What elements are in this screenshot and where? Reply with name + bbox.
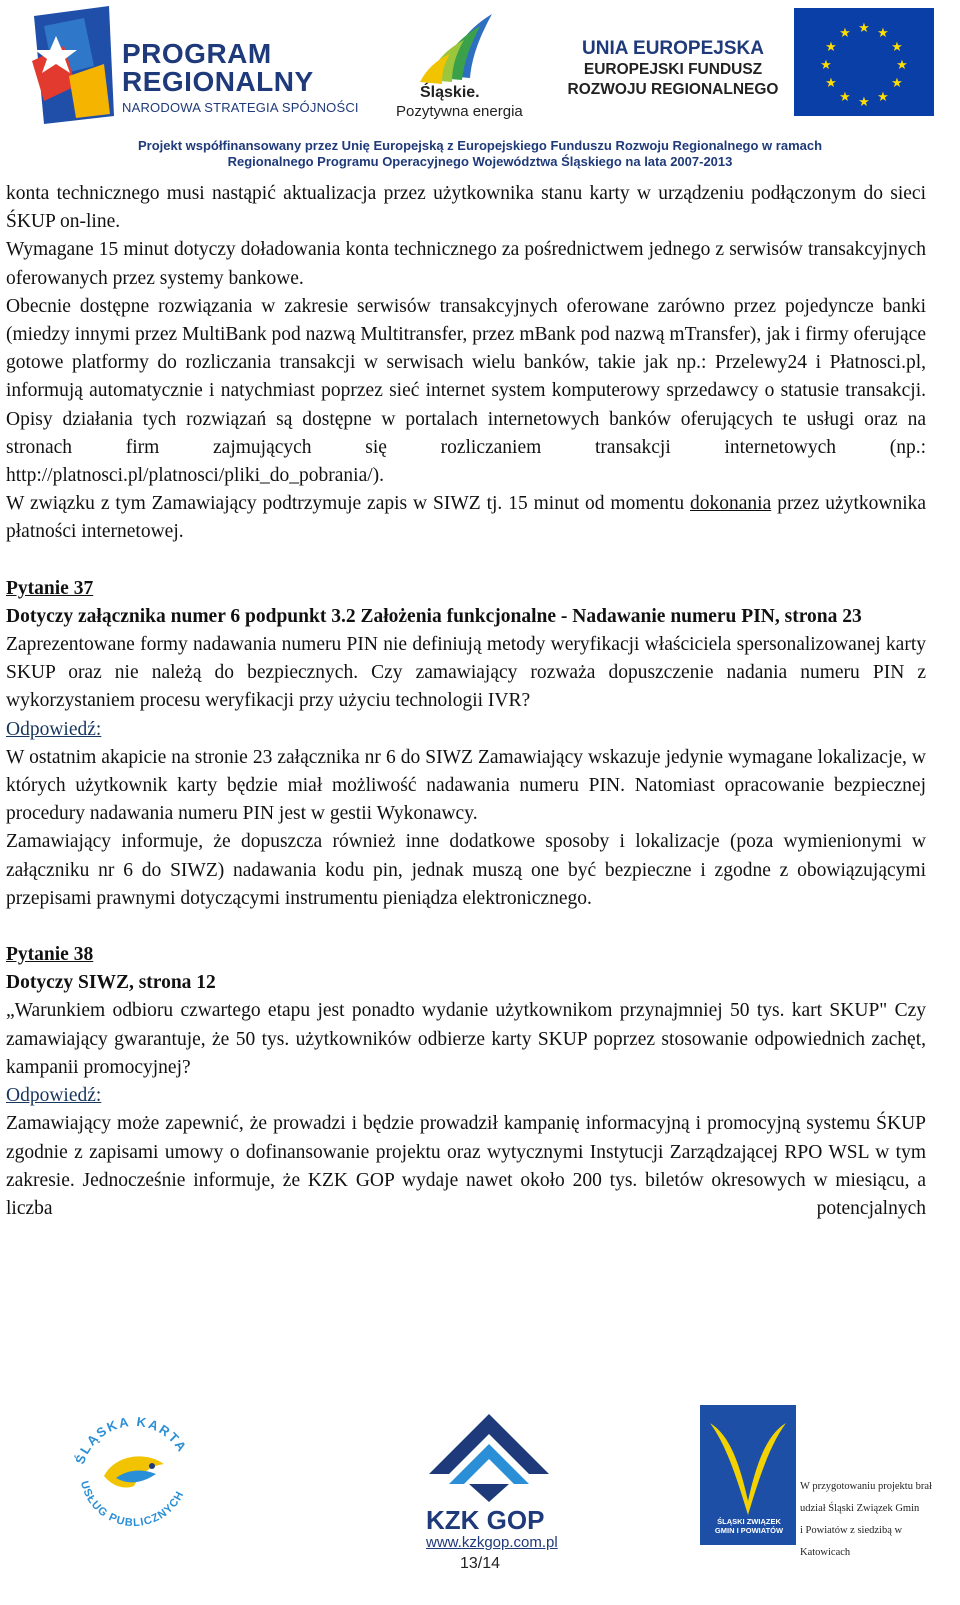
text-span: W związku z tym Zamawiający podtrzymuje zapis w SIWZ tj. 15 minut od momentu: [6, 493, 685, 515]
slaski-note: [800, 1476, 950, 1564]
text-span: przez użytkownika płatności internetowej.: [6, 493, 927, 543]
answer-37-label: Odpowiedź:: [6, 718, 102, 740]
eu-flag-icon: [794, 8, 934, 116]
svg-text:★: ★: [858, 21, 870, 36]
answer-37-paragraph: Zamawiający informuje, że dopuszcza również inne dodatkowe sposoby i lokalizacje (poza wymienionymi w załączniku nr 6 do SIWZ) nadawania kodu pin, jednak muszą one być bezpieczne i zgodne z obowiązującymi przepisami prawnymi dotyczącymi instrumentu pieniądza elektronicznego.: [6, 831, 926, 909]
paragraph: [6, 490, 926, 546]
paragraph: Obecnie dostępne rozwiązania w zakresie serwisów transakcyjnych oferowane zarówno przez pojedyncze banki (miedzy innymi przez MultiBank pod nazwą Multitransfer, przez mBank pod nazwą mTransfer), jak i firmy oferujące gotowe platformy do rozliczania transakcji w serwisach wielu banków, takie jak np.: Przelewy24 i Płatnosci.pl, informują automatycznie i natychmiast poprzez sieć internet system komputerowy sprzedawcy o statusie transakcji. Opisy działania tych rozwiązań są dostępne w portalach internetowych banków oferujących te usługi oraz na stronach firm zajmujących się rozliczaniem transakcji internetowych (np.:: [6, 295, 926, 458]
question-37-title: Pytanie 37: [6, 577, 94, 599]
cofinancing-note: [0, 138, 960, 170]
paragraph: konta technicznego musi nastąpić aktualizacja przez użytkownika stanu karty w urządzeniu podłączonym do sieci ŚKUP on-line.: [6, 183, 926, 233]
cofinancing-line2: Regionalnego Programu Operacyjnego Województwa Śląskiego na lata 2007-2013: [227, 154, 733, 169]
svg-text:★: ★: [891, 40, 903, 55]
svg-text:★: ★: [896, 58, 908, 73]
skup-arc-bottom-text: USŁUG PUBLICZNYCH: [77, 1479, 187, 1530]
svg-text:★: ★: [825, 76, 837, 91]
svg-text:★: ★: [820, 58, 832, 73]
svg-text:USŁUG PUBLICZNYCH: [78, 1480, 187, 1529]
cofinancing-line1: Projekt współfinansowany przez Unię Europejską z Europejskiego Funduszu Rozwoju Regionalnego w ramach: [137, 138, 823, 153]
paragraph: Wymagane 15 minut dotyczy doładowania konta technicznego za pośrednictwem jednego z serwisów transakcyjnych oferowanych przez systemy bankowe.: [6, 239, 926, 289]
svg-text:★: ★: [839, 90, 851, 105]
slaski-note-line1: W przygotowaniu projektu brał: [800, 1481, 932, 1492]
question-38-subject: Dotyczy SIWZ, strona 12: [6, 972, 216, 994]
slaski-note-line3: i Powiatów z siedzibą w Katowicach: [800, 1525, 903, 1558]
slaski-note-line2: udział Śląski Związek Gmin: [800, 1503, 920, 1514]
question-37-text: Zaprezentowane formy nadawania numeru PIN nie definiują metody weryfikacji właściciela spersonalizowanej karty SKUP oraz nie należą do bezpiecznych. Czy zamawiający rozważa dopuszczenie nadania numeru PIN z wykorzystaniem procesu weryfikacji przy użyciu technologii IVR?: [6, 634, 926, 712]
document-body: [6, 180, 926, 1223]
program-subtitle: NARODOWA STRATEGIA SPÓJNOŚCI: [122, 100, 359, 115]
slaski-caption-line1: ŚLĄSKI ZWIĄZEK: [717, 1517, 781, 1526]
answer-38-label: Odpowiedź:: [6, 1085, 102, 1107]
answer-38-paragraph: Zamawiający może zapewnić, że prowadzi i będzie prowadził kampanię informacyjną i promocyjną systemu ŚKUP zgodnie z zapisami umowy o dofinansowanie projektu oraz wytycznymi Instytucji Zarządzającej RPO WSL w tym zakresie. Jednocześnie informuje, że KZK GOP wydaje nawet około 200 tys. biletów okresowych w miesiącu, a liczba potencjalnych: [6, 1113, 926, 1219]
question-38-text: „Warunkiem odbioru czwartego etapu jest ponadto wydanie użytkownikom przynajmniej 50 tys. kart SKUP" Czy zamawiający gwarantuje, że 50 tys. użytkowników odbierze karty SKUP poprzez stosowanie odpowiednich zachęt, kampanii promocyjnej?: [6, 1000, 926, 1078]
eu-fund-label-2: ROZWOJU REGIONALNEGO: [567, 81, 779, 98]
eu-fund-label-1: EUROPEJSKI FUNDUSZ: [583, 61, 763, 78]
svg-text:★: ★: [877, 26, 889, 41]
slaski-caption: [703, 1517, 795, 1535]
question-38-title: Pytanie 38: [6, 944, 94, 966]
program-title-line2: REGIONALNY: [122, 66, 314, 97]
svg-text:★: ★: [825, 40, 837, 55]
slaskie-name: Śląskie.: [420, 84, 480, 101]
page-number: 13/14: [459, 1555, 501, 1572]
svg-text:★: ★: [877, 90, 889, 105]
eu-union-label: UNIA EUROPEJSKA: [582, 38, 764, 59]
skup-arc-top-text: ŚLĄSKA KARTA: [72, 1413, 191, 1467]
slaski-caption-line2: GMIN I POWIATÓW: [714, 1526, 784, 1535]
url-line: http://platnosci.pl/platnosci/pliki_do_pobrania/).: [6, 465, 385, 487]
slaskie-tagline: Pozytywna energia: [396, 103, 523, 120]
svg-text:★: ★: [839, 26, 851, 41]
eu-text-block: [560, 38, 786, 100]
answer-37-paragraph: W ostatnim akapicie na stronie 23 załącznika nr 6 do SIWZ Zamawiający wskazuje jedynie wymagane lokalizacje, w których użytkownik karty będzie miał możliwość nadawania numeru PIN. Natomiast opracowanie bezpiecznej procedury nadawania numeru PIN jest w gestii Wykonawcy.: [6, 746, 926, 825]
program-title: [122, 40, 314, 96]
svg-text:★: ★: [891, 76, 903, 91]
program-title-line1: PROGRAM: [122, 38, 272, 69]
svg-text:★: ★: [858, 95, 870, 110]
kzk-gop-url[interactable]: www.kzkgop.com.pl: [426, 1534, 558, 1551]
underlined-word: dokonania: [690, 493, 772, 515]
skup-logo: [64, 1400, 204, 1540]
kzk-gop-name: KZK GOP: [426, 1505, 545, 1535]
question-37-subject: Dotyczy załącznika numer 6 podpunkt 3.2 Założenia funkcjonalne - Nadawanie numeru PIN, strona 23: [6, 605, 862, 627]
